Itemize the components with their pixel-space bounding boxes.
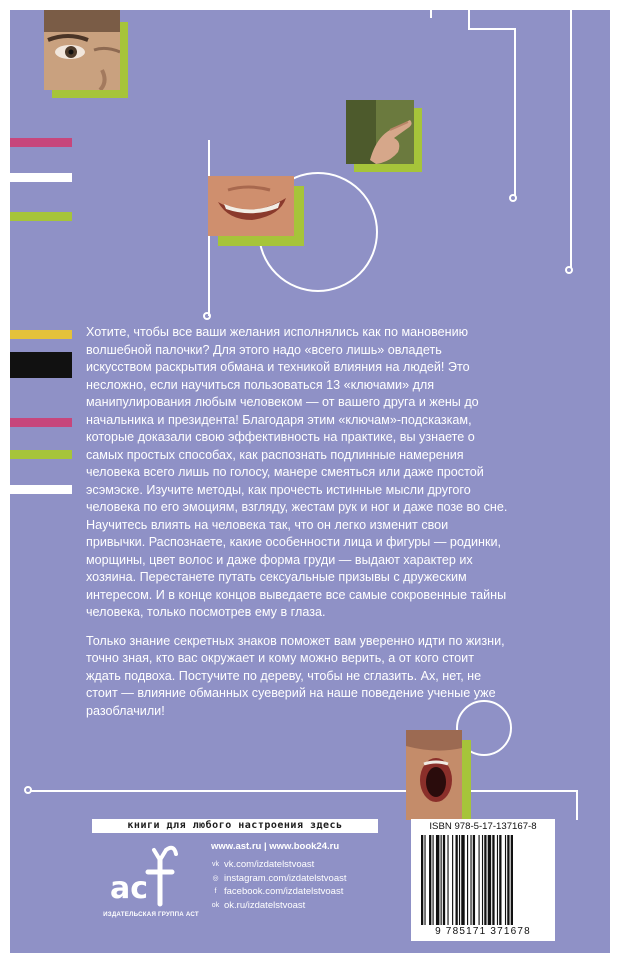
- barcode-stripe: [507, 835, 509, 925]
- circuit-line: [576, 790, 580, 820]
- description-paragraph: Только знание секретных знаков поможет вам уверенно идти по жизни, точно зная, кто вас окружает и кому можно верить, а от кого стоит ждать подвоха. Постучите по дереву, чтобы не сглазить. Ах, нет, не стоит — влияние обманных суеверий на наше поведение ученые уже разоблачили!: [86, 633, 505, 718]
- logo-text: ac: [110, 871, 149, 906]
- accent-bar-white: [10, 485, 72, 494]
- barcode-stripe: [482, 835, 483, 925]
- vk-icon: vk: [212, 861, 219, 869]
- barcode-stripe: [470, 835, 471, 925]
- accent-bar-green: [10, 212, 72, 221]
- barcode-stripe: [436, 835, 439, 925]
- social-link-text: ok.ru/izdatelstvoast: [224, 899, 306, 911]
- barcode-stripe: [459, 835, 460, 925]
- odnoklassniki-icon: ok: [211, 901, 220, 909]
- social-link-text: instagram.com/izdatelstvoast: [224, 872, 347, 884]
- barcode-stripe: [447, 835, 448, 925]
- barcode-stripe: [452, 835, 453, 925]
- circuit-node: [565, 266, 573, 274]
- circuit-line: [468, 10, 472, 28]
- accent-bar-pink: [10, 138, 72, 147]
- eye-photo: [44, 10, 120, 90]
- slogan-banner: книги для любого настроения здесь: [92, 819, 378, 833]
- social-link-text: facebook.com/izdatelstvoast: [224, 886, 344, 898]
- barcode-stripe: [492, 835, 494, 925]
- barcode-stripe: [421, 835, 423, 925]
- circuit-node: [509, 194, 517, 202]
- barcode-stripe: [461, 835, 464, 925]
- accent-bar-white: [10, 173, 72, 182]
- barcode-stripe: [429, 835, 431, 925]
- barcode-image: [419, 835, 547, 927]
- pointing-hand-photo: [346, 100, 414, 164]
- accent-bar-pink: [10, 418, 72, 427]
- barcode-stripe: [505, 835, 506, 925]
- isbn-label: ISBN 978-5-17-137167-8: [429, 821, 537, 832]
- circuit-node: [24, 786, 32, 794]
- barcode-stripe: [441, 835, 442, 925]
- barcode-stripe: [511, 835, 513, 925]
- social-link-vk[interactable]: [211, 858, 347, 872]
- instagram-icon: ◎: [212, 874, 219, 882]
- barcode-stripe: [497, 835, 498, 925]
- accent-bar-yellow: [10, 330, 72, 339]
- circuit-line: [468, 28, 514, 32]
- barcode-stripe: [473, 835, 475, 925]
- barcode-stripe: [499, 835, 501, 925]
- smile-photo: [208, 176, 294, 236]
- social-link-facebook[interactable]: [211, 885, 347, 899]
- barcode-stripe: [456, 835, 458, 925]
- book-description: [86, 324, 510, 731]
- ast-logo: [104, 842, 194, 912]
- social-link-text: vk.com/izdatelstvoast: [224, 859, 315, 871]
- circuit-line: [514, 28, 518, 196]
- barcode-number: 9 785171 371678: [435, 926, 531, 937]
- circuit-line: [570, 10, 574, 268]
- description-paragraph: Хотите, чтобы все ваши желания исполнялись как по мановению волшебной палочки? Для этого надо «всего лишь» овладеть искусством раскрытия обмана и техникой влияния на людей! Это несложно, если научиться пользоваться 13 «ключами» для манипулирования любым человеком — от вашего друга и жены до начальника и президента! Благодаря этим «ключам»-подсказкам, которые доказали свою эффективность на практике, вы узнаете о самых простых способах, как распознать подлинные намерения человека всего лишь по голосу, манере смеяться или даже простой эсэмэске. Изучите методы, как прочесть истинные мысли другого человека по его эмоциям, взгляду, жестам рук и ног и даже позе во сне. Научитесь влиять на человека так, что он легко изменит свои привычки. Распознаете, какие особенности лица и фигуры — родинки, морщины, цвет волос и даже форма груди — выдают характер их хозяина. Перестанете путать сексуальные призывы с дружеским интересом. И в конце концов выведаете все самые сокровенные тайны человека, только посмотрев ему в глаза.: [86, 325, 508, 619]
- facebook-icon: f: [214, 888, 217, 896]
- accent-bar-green: [10, 450, 72, 459]
- barcode-stripe: [479, 835, 480, 925]
- circuit-line: [30, 790, 576, 794]
- barcode-panel: [411, 819, 555, 941]
- publisher-label: ИЗДАТЕЛЬСКАЯ ГРУППА АСТ: [103, 911, 199, 918]
- website-links[interactable]: www.ast.ru | www.book24.ru: [211, 841, 340, 852]
- social-links: [211, 858, 347, 912]
- open-mouth-photo: [406, 730, 462, 820]
- barcode-stripe: [467, 835, 468, 925]
- barcode-stripe: [433, 835, 434, 925]
- barcode-stripe: [443, 835, 445, 925]
- social-link-odnoklassniki[interactable]: [211, 899, 347, 913]
- circuit-node: [203, 312, 211, 320]
- book-back-cover: [10, 10, 610, 953]
- accent-bar-black: [10, 352, 72, 378]
- barcode-stripe: [488, 835, 491, 925]
- circuit-line: [430, 10, 434, 18]
- barcode-stripe: [484, 835, 486, 925]
- social-link-instagram[interactable]: [211, 872, 347, 886]
- barcode-stripe: [424, 835, 425, 925]
